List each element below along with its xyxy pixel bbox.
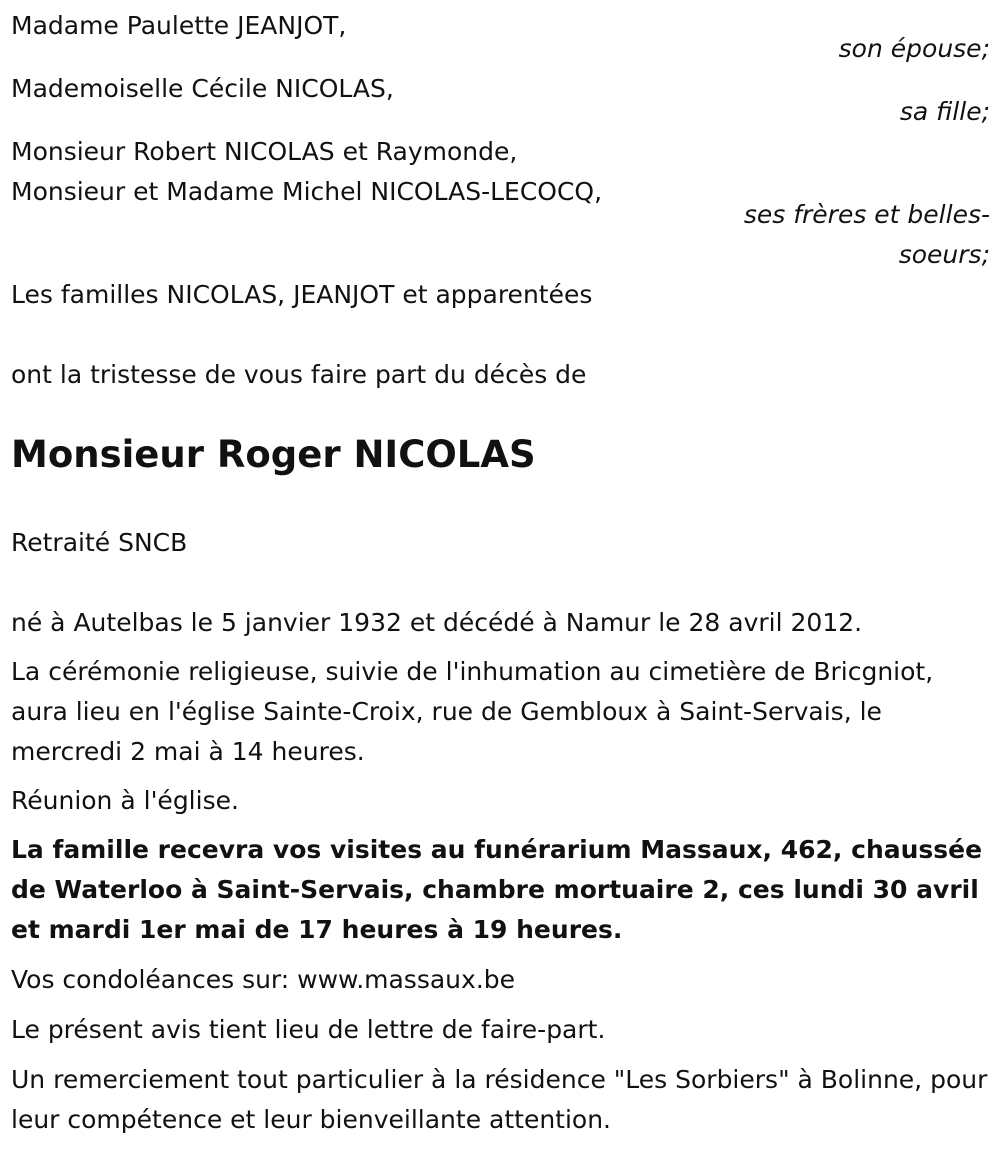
sibling-robert: Monsieur Robert NICOLAS et Raymonde, <box>11 137 518 166</box>
thanks-text: Un remerciement tout particulier à la résidence "Les Sorbiers" à Bolinne, pour leur compétence et leur bienveillante attention. <box>11 1065 988 1134</box>
siblings-relation-line-1: ses frères et belles- <box>743 200 990 229</box>
condolences-details: Vos condoléances sur: www.massaux.be <box>11 965 516 994</box>
daughter-name: Mademoiselle Cécile NICOLAS, <box>11 74 394 103</box>
visit-details: La famille recevra vos visites au funérarium Massaux, 462, chaussée de Waterloo à Saint-Servais, chambre mortuaire 2, ces lundi 30 avril et mardi 1er mai de 17 heures à 19 heures. <box>11 835 983 944</box>
notice-text: Le présent avis tient lieu de lettre de faire-part. <box>11 1015 606 1044</box>
spouse-name: Madame Paulette JEANJOT, <box>11 11 347 40</box>
ceremony-details: La cérémonie religieuse, suivie de l'inhumation au cimetière de Bricgniot, aura lieu en l'église Sainte-Croix, rue de Gembloux à Saint-Servais, le mercredi 2 mai à 14 heures. <box>11 657 934 766</box>
spouse-relation: son épouse; <box>838 34 990 63</box>
daughter-relation: sa fille; <box>899 97 990 126</box>
siblings-relation-line-2: soeurs; <box>898 240 990 269</box>
deceased-name: Monsieur Roger NICOLAS <box>11 433 536 476</box>
birth-death-details: né à Autelbas le 5 janvier 1932 et décédé à Namur le 28 avril 2012. <box>11 608 863 637</box>
reunion-details: Réunion à l'église. <box>11 786 239 815</box>
extended-families: Les familles NICOLAS, JEANJOT et apparentées <box>11 280 593 309</box>
deceased-occupation: Retraité SNCB <box>11 528 188 557</box>
announcement-text: ont la tristesse de vous faire part du décès de <box>11 360 587 389</box>
sibling-michel: Monsieur et Madame Michel NICOLAS-LECOCQ, <box>11 177 603 206</box>
